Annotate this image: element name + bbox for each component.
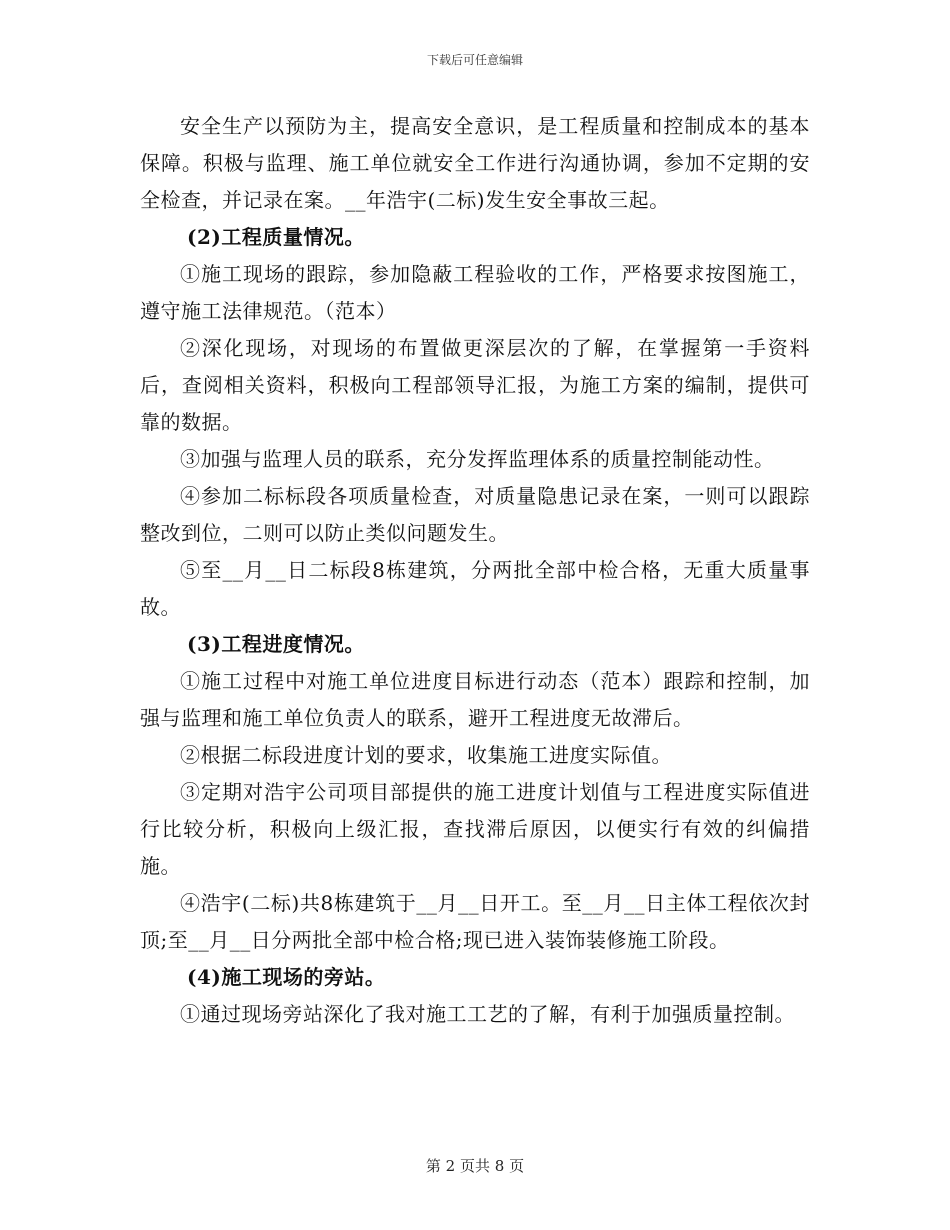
section-heading-site-supervision: (4)施工现场的旁站。 [187, 965, 386, 989]
paragraph-progress-3: ③定期对浩宇公司项目部提供的施工进度计划值与工程进度实际值进行比较分析，积极向上级汇报，查找滞后原因，以便实行有效的纠偏措施。 [140, 780, 810, 878]
paragraph-quality-3: ③加强与监理人员的联系，充分发挥监理体系的质量控制能动性。 [180, 447, 775, 471]
paragraph-site-supervision-1: ①通过现场旁站深化了我对施工工艺的了解，有利于加强质量控制。 [180, 1002, 795, 1026]
paragraph-quality-2: ②深化现场，对现场的布置做更深层次的了解，在掌握第一手资料后，查阅相关资料，积极向工程部领导汇报，为施工方案的编制，提供可靠的数据。 [140, 336, 810, 434]
paragraph-safety: 安全生产以预防为主，提高安全意识，是工程质量和控制成本的基本保障。积极与监理、施工单位就安全工作进行沟通协调，参加不定期的安全检查，并记录在案。__年浩宇(二标)发生安全事故三起。 [140, 114, 810, 212]
section-heading-progress: (3)工程进度情况。 [187, 632, 365, 656]
document-body [140, 108, 810, 1033]
paragraph-progress-1: ①施工过程中对施工单位进度目标进行动态（范本）跟踪和控制，加强与监理和施工单位负责人的联系，避开工程进度无故滞后。 [140, 669, 810, 730]
section-heading-quality: (2)工程质量情况。 [187, 225, 365, 249]
paragraph-quality-4: ④参加二标标段各项质量检查，对质量隐患记录在案，一则可以跟踪整改到位，二则可以防止类似问题发生。 [140, 484, 810, 545]
page-header: 下载后可任意编辑 [426, 53, 523, 67]
paragraph-quality-1: ①施工现场的跟踪，参加隐蔽工程验收的工作，严格要求按图施工，遵守施工法律规范。（范本） [140, 262, 810, 323]
paragraph-quality-5: ⑤至__月__日二标段8栋建筑，分两批全部中检合格，无重大质量事故。 [140, 558, 810, 619]
paragraph-progress-2: ②根据二标段进度计划的要求，收集施工进度实际值。 [180, 743, 672, 767]
paragraph-progress-4: ④浩宇(二标)共8栋建筑于__月__日开工。至__月__日主体工程依次封顶;至__月__日分两批全部中检合格;现已进入装饰装修施工阶段。 [140, 891, 810, 952]
page-number-footer: 第 2 页共 8 页 [425, 1157, 525, 1175]
